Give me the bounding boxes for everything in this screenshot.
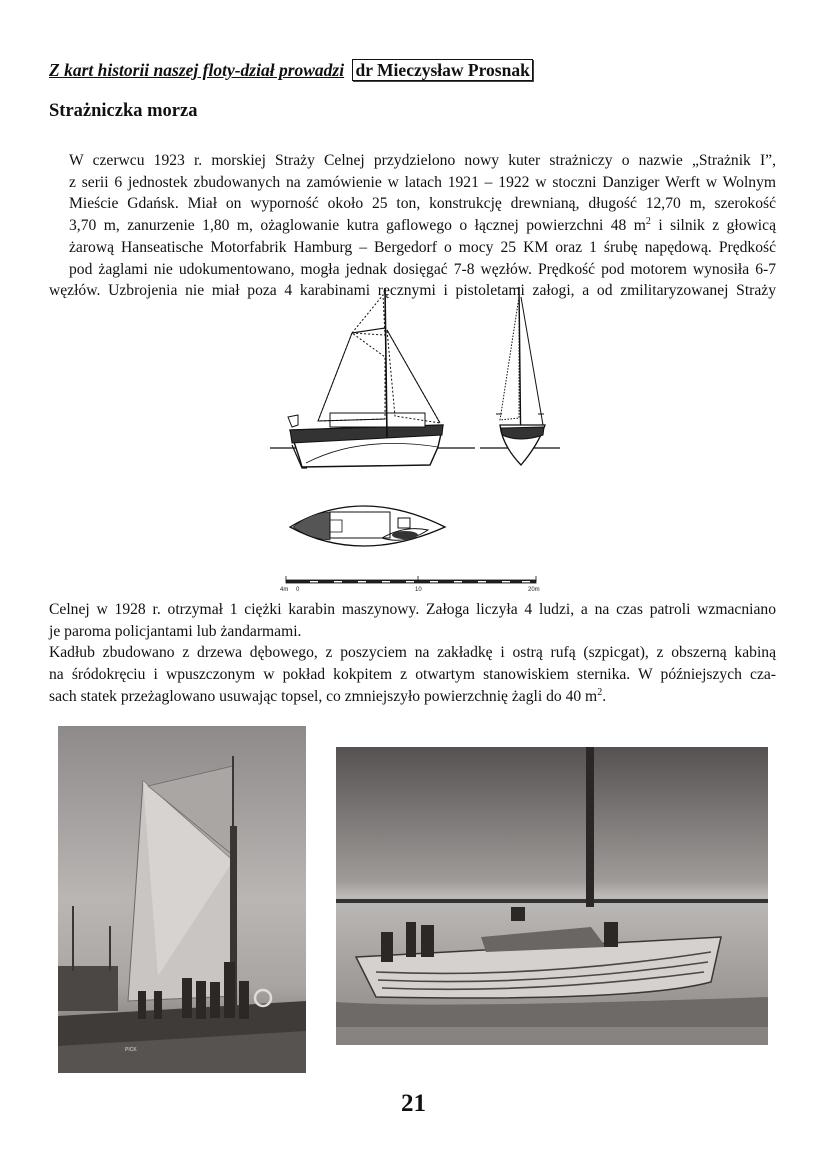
scale-label-start: 4m xyxy=(280,587,289,593)
text-line: Kadłub zbudowano z drzewa dębowego, z poszyciem na zakładkę i ostrą rufą (szpicgat), z obszerną kabiną xyxy=(49,644,776,662)
photo-cutter-on-water xyxy=(336,747,768,1045)
scale-label-end: 20m xyxy=(528,587,540,593)
text-fragment: sach statek przeżaglowano usuwając topsel, co zmniejszyło powierzchnię żagli do 40 m xyxy=(49,687,598,705)
scale-label-mid: 10 xyxy=(415,587,422,593)
text-line: żarową Hanseatische Motorfabrik Hamburg – Bergedorf o mocy 25 KM oraz 1 śrubę napędową. Prędkość xyxy=(69,238,776,256)
text-line: węzłów. Uzbrojenia nie miał poza 4 karabinami ręcznymi i pistoletami załogi, a od zmilitaryzowanej Straży xyxy=(49,282,776,300)
deck-plan xyxy=(290,506,445,546)
superscript: 2 xyxy=(597,686,603,698)
text-fragment: . xyxy=(602,687,607,705)
svg-text:PICK: PICK xyxy=(125,1047,137,1053)
series-label: Z kart historii naszej floty-dział prowadzi xyxy=(49,60,345,80)
text-line: z serii 6 jednostek zbudowanych na zamówienie w latach 1921 – 1922 w stoczni Danziger Werft w Wolnym xyxy=(69,173,776,191)
paragraph-continuation xyxy=(49,599,776,708)
text-line xyxy=(49,686,776,708)
text-line: pod żaglami nie udokumentowano, mogła jednak dosięgać 7-8 węzłów. Prędkość pod motorem wynosiła 6-7 xyxy=(69,260,776,278)
page-number: 21 xyxy=(401,1090,426,1117)
text-line: W czerwcu 1923 r. morskiej Straży Celnej przydzielono nowy kuter strażniczy o nazwie „Strażnik I”, xyxy=(69,152,776,169)
text-fragment: 3,70 m, zanurzenie 1,80 m, ożaglowanie kutra gaflowego o łącznej powierzchni 48 m xyxy=(69,217,646,235)
text-fragment: i silnik z głowicą xyxy=(650,217,776,235)
superscript: 2 xyxy=(645,216,651,228)
text-line: je paroma policjantami lub żandarmami. xyxy=(49,622,302,640)
scale-bar xyxy=(286,576,536,583)
scale-label-zero: 0 xyxy=(296,587,300,593)
side-view xyxy=(270,288,475,468)
paragraph-intro xyxy=(49,150,776,302)
text-line: Mieście Gdańsk. Miał on wyporność około 25 ton, konstrukcję drewnianą, długość 12,70 m, szerokość xyxy=(69,195,776,213)
photo-cutter-under-sail xyxy=(58,726,306,1073)
text-line xyxy=(49,215,776,237)
article-title: Strażniczka morza xyxy=(49,101,198,121)
text-line: na śródokręciu i wpuszczonym w pokład kokpitem z otwartym stanowiskiem sternika. W późniejszych cza- xyxy=(49,666,776,684)
article-header xyxy=(49,60,533,81)
bow-view xyxy=(480,287,560,465)
author-box: dr Mieczysław Prosnak xyxy=(352,59,532,81)
ship-technical-drawing xyxy=(270,285,570,615)
text-line: Celnej w 1928 r. otrzymał 1 ciężki karabin maszynowy. Załoga liczyła 4 ludzi, a na czas patroli wzmacniano xyxy=(49,601,776,618)
